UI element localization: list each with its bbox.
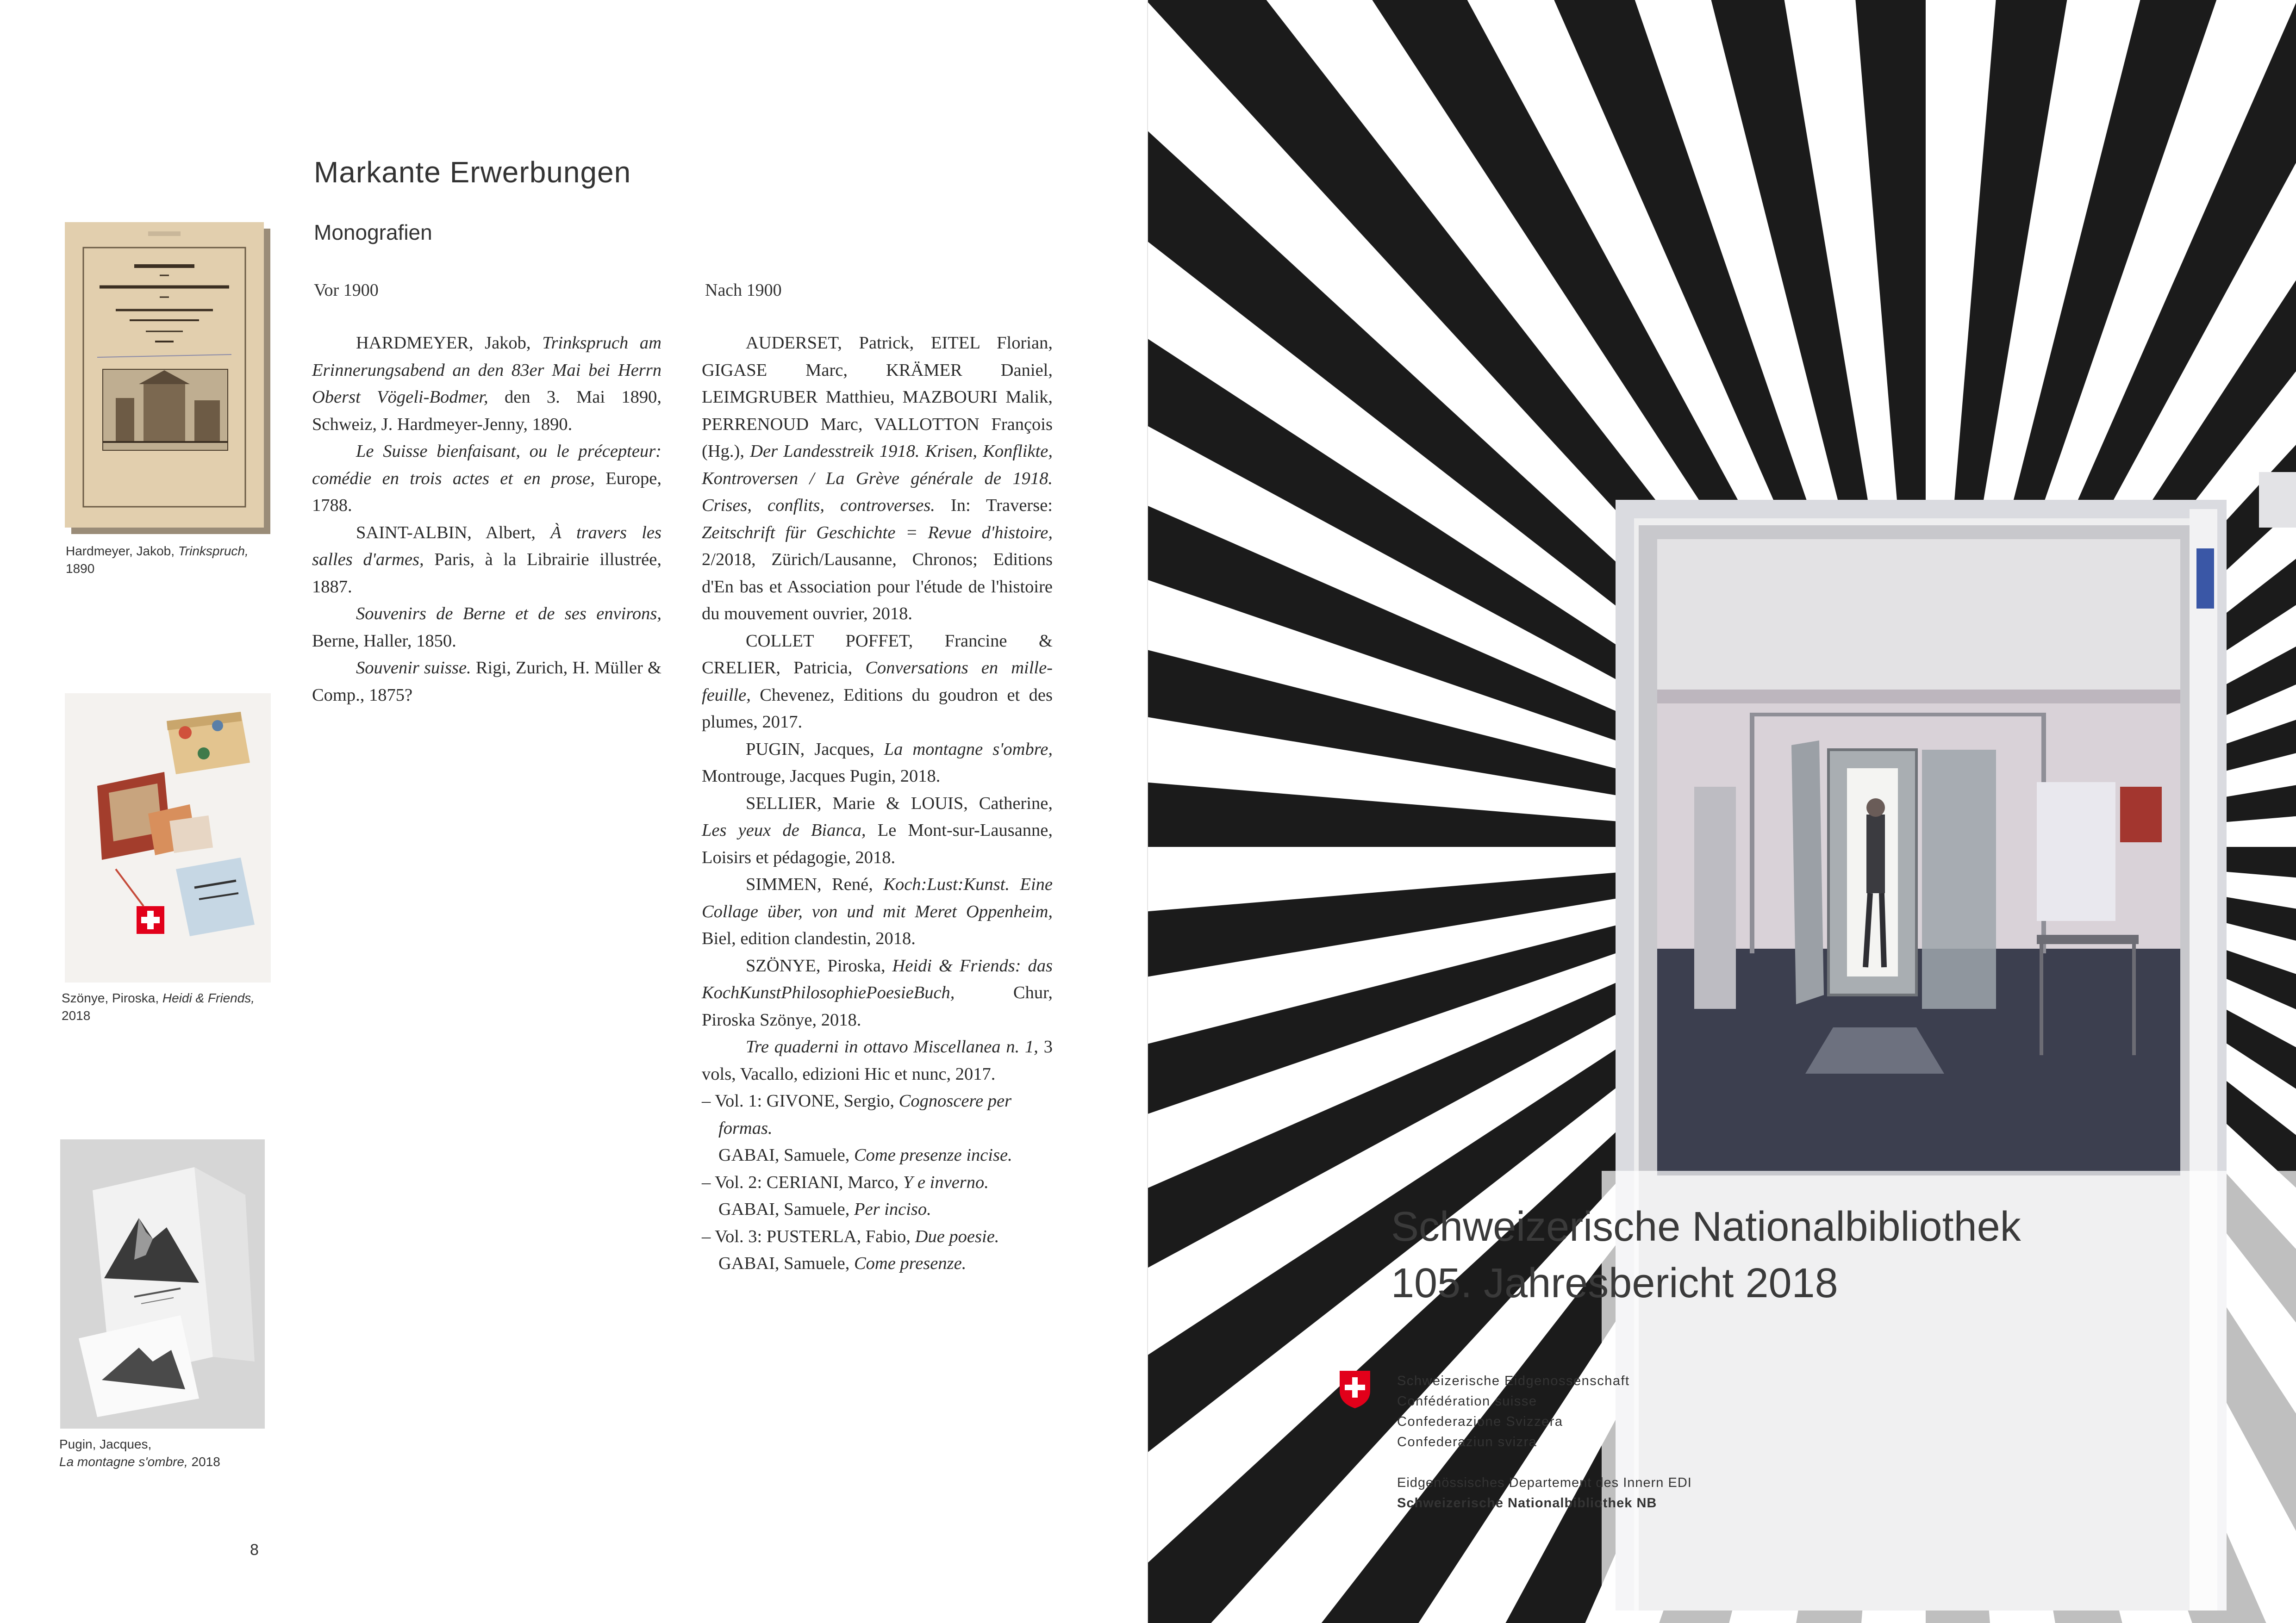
mountain-book-image xyxy=(60,1139,265,1429)
cover-page xyxy=(1148,0,2296,1623)
bib-entry: Tre quaderni in ottavo Miscellanea n. 1, 3 vols, Vacallo, edizioni Hic et nunc, 2017. xyxy=(702,1037,1053,1084)
swiss-shield-icon xyxy=(1339,1370,1371,1409)
volume-entry: – Vol. 3: PUSTERLA, Fabio, Due poesie. GABAI, Samuele, Come presenze. xyxy=(702,1226,999,1273)
bib-entry: Souvenir suisse. Rigi, Zurich, H. Müller & Comp., 1875? xyxy=(312,658,662,705)
booklet-image xyxy=(65,222,273,537)
bib-entry: Souvenirs de Berne et de ses environs, Berne, Haller, 1850. xyxy=(312,604,661,651)
bib-entry: SZÖNYE, Piroska, Heidi & Friends: das KochKunstPhilosophiePoesieBuch, Chur, Piroska Szönye, 2018. xyxy=(702,956,1053,1030)
bib-entry: Le Suisse bienfaisant, ou le précepteur: comédie en trois actes et en prose, Europe, 1788. xyxy=(312,442,661,515)
figure-caption-booklet: Hardmeyer, Jakob, Trinkspruch, 1890 xyxy=(66,544,249,576)
federation-name-it: Confederazione Svizzera xyxy=(1397,1414,1563,1429)
department-name: Eidgenössisches Departement des Innern EDI xyxy=(1397,1475,1692,1490)
collage-image xyxy=(65,693,271,983)
bib-entry: SIMMEN, René, Koch:Lust:Kunst. Eine Collage über, von und mit Meret Oppenheim, Biel, edition clandestin, 2018. xyxy=(702,875,1053,948)
federation-names xyxy=(1397,1371,1630,1452)
page-number: 8 xyxy=(250,1541,259,1559)
bib-entry: HARDMEYER, Jakob, Trinkspruch am Erinnerungsabend an den 83er Mai bei Herrn Oberst Vögeli-Bodmer, den 3. Mai 1890, Schweiz, J. Hardmeyer-Jenny, 1890. xyxy=(312,333,662,434)
federation-name-rm: Confederaziun svizra xyxy=(1397,1435,1537,1449)
department-block xyxy=(1397,1473,1692,1513)
federation-name-de: Schweizerische Eidgenossenschaft xyxy=(1397,1374,1630,1388)
section-subheading: Monografien xyxy=(314,220,432,244)
bib-entry: SELLIER, Marie & LOUIS, Catherine, Les yeux de Bianca, Le Mont-sur-Lausanne, Loisirs et pédagogie, 2018. xyxy=(702,793,1053,867)
column-title-after-1900: Nach 1900 xyxy=(705,280,782,300)
bib-entry: PUGIN, Jacques, La montagne s'ombre, Montrouge, Jacques Pugin, 2018. xyxy=(702,739,1053,786)
bib-entry: AUDERSET, Patrick, EITEL Florian, GIGASE Marc, KRÄMER Daniel, LEIMGRUBER Matthieu, MAZBOURI Malik, PERRENOUD Marc, VALLOTTON François (Hg.), Der Landesstreik 1918. Krisen, Konflikte, Kontroversen / La Grève générale de 1918. Crises, conflits, controverses. In: Traverse: Zeitschrift für Geschichte = Revue d'histoire, 2/2018, Zürich/Lausanne, Chronos; Editions d'En bas et Association pour l'étude de l'histoire du mouvement ouvrier, 2018. xyxy=(702,333,1053,623)
volume-entry: – Vol. 2: CERIANI, Marco, Y e inverno. GABAI, Samuele, Per inciso. xyxy=(702,1172,989,1219)
cover-title-line2: 105. Jahresbericht 2018 xyxy=(1391,1260,1838,1306)
cover-title xyxy=(1391,1199,2021,1312)
bib-entry: SAINT-ALBIN, Albert, À travers les salles d'armes, Paris, à la Librairie illustrée, 1887. xyxy=(312,522,662,597)
column-after-1900 xyxy=(702,330,1053,1277)
library-name: Schweizerische Nationalbibliothek NB xyxy=(1397,1496,1657,1511)
column-before-1900 xyxy=(312,330,661,709)
bib-entry: COLLET POFFET, Francine & CRELIER, Patricia, Conversations en mille-feuille, Chevenez, Editions du goudron et des plumes, 2017. xyxy=(702,631,1053,732)
column-title-before-1900: Vor 1900 xyxy=(314,280,379,300)
figure-caption-mountain-book: Pugin, Jacques, La montagne s'ombre, 2018 xyxy=(59,1437,220,1469)
cover-title-line1: Schweizerische Nationalbibliothek xyxy=(1391,1204,2021,1250)
figure-caption-collage: Szönye, Piroska, Heidi & Friends, 2018 xyxy=(62,991,255,1023)
volume-entry: – Vol. 1: GIVONE, Sergio, Cognoscere per formas. GABAI, Samuele, Come presenze incise. xyxy=(702,1091,1012,1165)
federation-name-fr: Confédération suisse xyxy=(1397,1394,1537,1409)
section-heading: Markante Erwerbungen xyxy=(314,155,631,189)
